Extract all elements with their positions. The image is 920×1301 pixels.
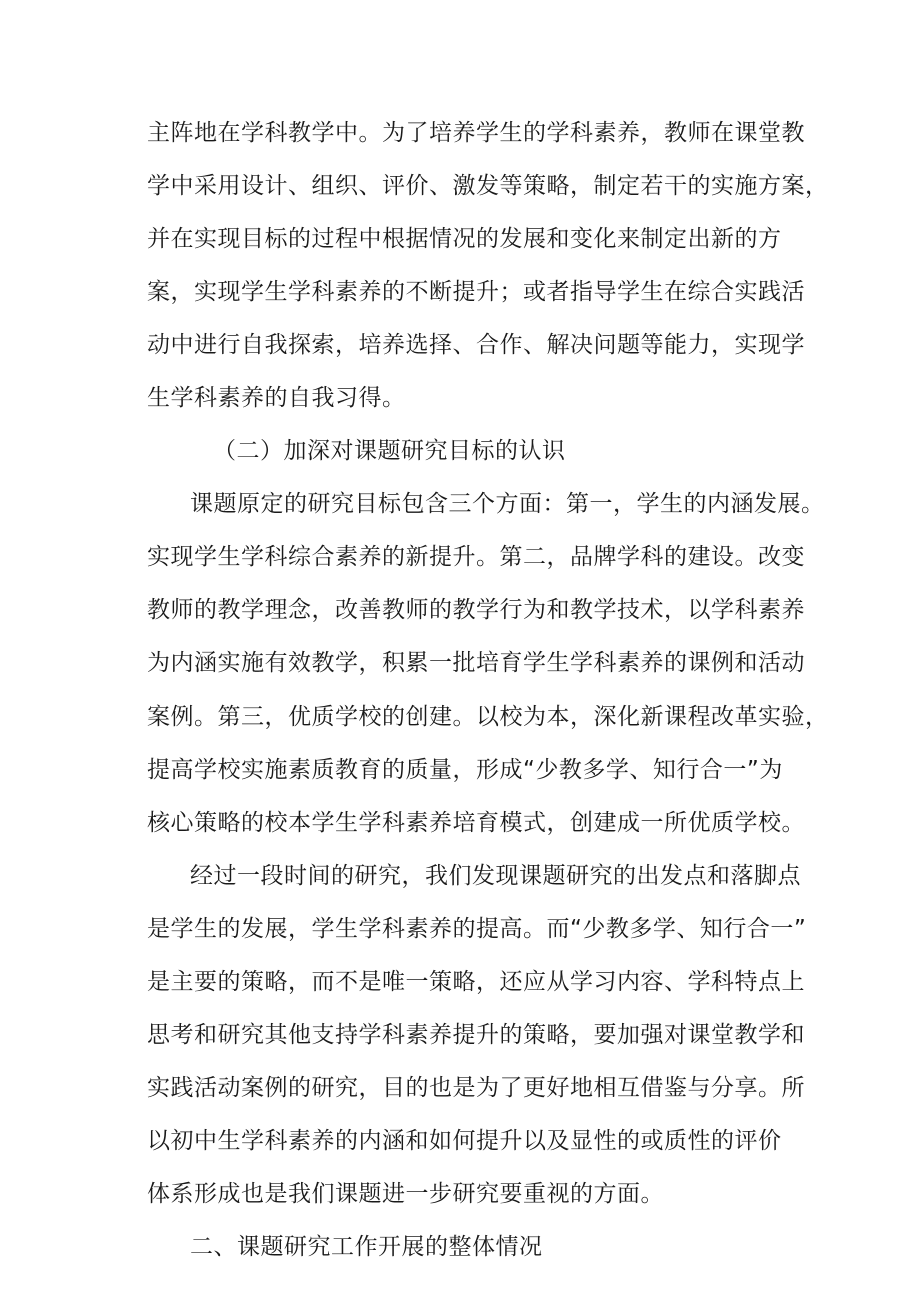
paragraph-first-line: 经过一段时间的研究，我们发现课题研究的出发点和落脚点 <box>190 863 801 889</box>
text-line: 实践活动案例的研究，目的也是为了更好地相互借鉴与分享。所 <box>147 1075 805 1101</box>
text-line: 学中采用设计、组织、评价、激发等策略，制定若干的实施方案， <box>147 173 829 199</box>
text-line: 主阵地在学科教学中。为了培养学生的学科素养，教师在课堂教 <box>147 120 805 146</box>
text-line: 思考和研究其他支持学科素养提升的策略，要加强对课堂教学和 <box>147 1022 805 1048</box>
text-line: 并在实现目标的过程中根据情况的发展和变化来制定出新的方 <box>147 226 782 252</box>
text-line: 动中进行自我探索，培养选择、合作、解决问题等能力，实现学 <box>147 332 805 358</box>
text-line: 提高学校实施素质教育的质量，形成“少教多学、知行合一”为 <box>147 757 783 783</box>
text-line: 生学科素养的自我习得。 <box>147 385 406 411</box>
text-line: 为内涵实施有效教学，积累一批培育学生学科素养的课例和活动 <box>147 650 805 676</box>
text-line: 实现学生学科综合素养的新提升。第二，品牌学科的建设。改变 <box>147 544 805 570</box>
text-line: 以初中生学科素养的内涵和如何提升以及显性的或质性的评价 <box>147 1128 782 1154</box>
section-heading: （二）加深对课题研究目标的认识 <box>213 438 566 464</box>
text-line: 案，实现学生学科素养的不断提升；或者指导学生在综合实践活 <box>147 279 805 305</box>
text-line: 是主要的策略，而不是唯一策略，还应从学习内容、学科特点上 <box>147 969 805 995</box>
text-line: 是学生的发展，学生学科素养的提高。而“少教多学、知行合一” <box>147 916 807 942</box>
text-line: 核心策略的校本学生学科素养培育模式，创建成一所优质学校。 <box>147 810 805 836</box>
section-heading: 二、课题研究工作开展的整体情况 <box>190 1234 543 1260</box>
text-line: 案例。第三，优质学校的创建。以校为本，深化新课程改革实验， <box>147 704 829 730</box>
text-line: 教师的教学理念，改善教师的教学行为和教学技术，以学科素养 <box>147 597 805 623</box>
paragraph-first-line: 课题原定的研究目标包含三个方面：第一，学生的内涵发展。 <box>190 491 825 517</box>
text-line: 体系形成也是我们课题进一步研究要重视的方面。 <box>147 1181 664 1207</box>
